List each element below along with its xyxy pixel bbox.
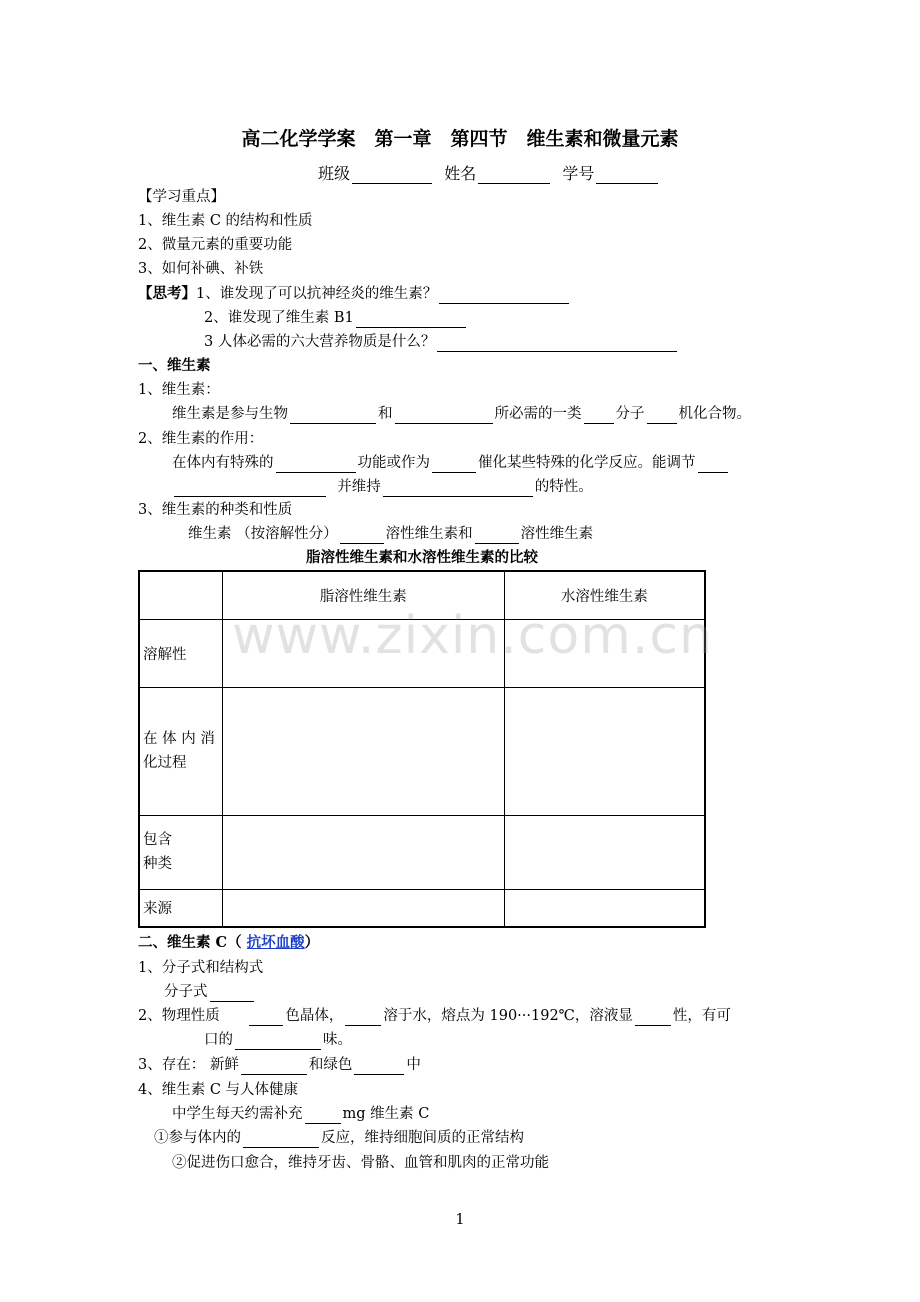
- think-q3-blank[interactable]: [437, 335, 677, 352]
- text-seg: 色晶体，: [285, 1008, 344, 1024]
- row-label-digestion: [139, 687, 222, 815]
- fill-blank[interactable]: [395, 407, 493, 424]
- text-seg: 分子: [615, 406, 645, 422]
- text-seg: 分子式: [164, 984, 208, 1000]
- fill-blank[interactable]: [475, 527, 519, 544]
- page-title: 高二化学学案 第一章 第四节 维生素和微量元素: [241, 128, 679, 150]
- text-seg: 和绿色: [308, 1057, 353, 1073]
- focus-item-2: 2、微量元素的重要功能: [138, 237, 293, 253]
- fill-blank[interactable]: [249, 1009, 283, 1026]
- row-label-types: [139, 815, 222, 889]
- fill-blank[interactable]: [241, 1058, 307, 1075]
- fill-blank[interactable]: [243, 1131, 319, 1148]
- text-seg: 溶性维生素: [520, 526, 594, 542]
- row-label-solubility: 溶解性: [139, 619, 222, 687]
- text-seg: 功能或作为: [357, 455, 430, 471]
- sec1-item2-title: 2、维生素的作用：: [138, 431, 264, 447]
- fill-blank[interactable]: [290, 407, 376, 424]
- ascorbic-acid-link[interactable]: 抗坏血酸: [246, 934, 305, 951]
- text-seg: 性，有可: [672, 1008, 731, 1024]
- text-seg: 的特性。: [534, 479, 593, 495]
- fill-blank[interactable]: [647, 407, 677, 424]
- focus-item-3: 3、如何补碘、补铁: [138, 261, 264, 277]
- heading-text: ）: [304, 934, 320, 951]
- fill-blank[interactable]: [305, 1107, 341, 1124]
- table-caption: 脂溶性维生素和水溶性维生素的比较: [306, 549, 538, 566]
- text-seg: 和: [378, 406, 393, 422]
- fill-blank[interactable]: [276, 456, 356, 473]
- text-seg: 反应，维持细胞间质的正常结构: [321, 1130, 524, 1146]
- text-seg: 维生素 （按溶解性分）: [188, 526, 338, 542]
- sec2-item2: [138, 1006, 731, 1026]
- header-cell-fat-soluble: 脂溶性维生素: [222, 571, 504, 619]
- text-seg: 机化合物。: [678, 406, 751, 422]
- think-q1: [138, 284, 571, 304]
- text-seg: 并维持: [337, 479, 381, 495]
- text-seg: 中: [406, 1057, 421, 1073]
- fill-blank[interactable]: [174, 480, 326, 497]
- table-row: [139, 815, 705, 889]
- text-seg: 味。: [323, 1032, 352, 1048]
- answer-cell[interactable]: [222, 815, 504, 889]
- student-info-line: [318, 161, 660, 184]
- sec2-item1-sub: [164, 982, 256, 1002]
- table-row: [139, 687, 705, 815]
- sec2-item3: [138, 1055, 421, 1075]
- think-q2: [204, 308, 468, 328]
- sec2-item2-line2: [204, 1030, 352, 1050]
- text-seg: 所必需的一类: [494, 406, 582, 422]
- think-q3-text: 3 人体必需的六大营养物质是什么？: [204, 334, 436, 350]
- fill-blank[interactable]: [635, 1009, 671, 1026]
- fill-blank[interactable]: [584, 407, 614, 424]
- text-seg: 溶性维生素和: [385, 526, 473, 542]
- focus-header: 【学习重点】: [138, 189, 225, 205]
- fill-blank[interactable]: [235, 1033, 321, 1050]
- header-cell-empty: [139, 571, 222, 619]
- think-q1-blank[interactable]: [439, 287, 569, 304]
- text-seg: 在体内有特殊的: [172, 455, 274, 471]
- answer-cell[interactable]: [222, 687, 504, 815]
- text-seg: 2、物理性质: [138, 1008, 220, 1024]
- sec2-item4: 4、维生素 C 与人体健康: [138, 1082, 299, 1098]
- text-seg: 溶于水，熔点为 190···192℃，溶液显: [383, 1008, 633, 1024]
- think-q1-text: 1、谁发现了可以抗神经炎的维生素？: [196, 286, 438, 302]
- sec1-item3-line: [188, 524, 593, 544]
- row-label-line: 种类: [143, 856, 172, 872]
- think-q2-blank[interactable]: [356, 311, 466, 328]
- page-number: 1: [455, 1212, 465, 1228]
- heading-text: 二、维生素 C（: [138, 934, 242, 951]
- think-q3: [204, 332, 679, 352]
- name-blank[interactable]: [478, 167, 550, 184]
- sec2-point-1: [154, 1128, 524, 1148]
- fill-blank[interactable]: [340, 527, 384, 544]
- table-row: [139, 889, 705, 927]
- fill-blank[interactable]: [698, 456, 728, 473]
- text-seg: 3、存在： 新鲜: [138, 1057, 239, 1073]
- think-prefix: 【思考】: [138, 285, 196, 302]
- text-seg: 口的: [204, 1032, 233, 1048]
- text-seg: 维生素是参与生物: [172, 406, 288, 422]
- number-blank[interactable]: [596, 167, 658, 184]
- sec1-item2-line1: [172, 453, 730, 473]
- fill-blank[interactable]: [345, 1009, 381, 1026]
- row-label-source: 来源: [139, 889, 222, 927]
- row-label-line: 在 体 内 消: [143, 731, 215, 747]
- sec1-item3-title: 3、维生素的种类和性质: [138, 502, 293, 518]
- sec2-item4-sub: [172, 1104, 429, 1124]
- text-seg: mg 维生素 C: [342, 1106, 430, 1122]
- answer-cell[interactable]: [504, 687, 705, 815]
- class-label: 班级: [318, 164, 351, 183]
- number-label: 学号: [562, 164, 595, 183]
- section-2-heading: [138, 933, 319, 953]
- text-seg: 中学生每天约需补充: [172, 1106, 303, 1122]
- text-seg: 催化某些特殊的化学反应。能调节: [478, 455, 696, 471]
- answer-cell[interactable]: [504, 889, 705, 927]
- watermark: www.zixin.com.cn: [232, 606, 713, 666]
- sec2-item1: 1、分子式和结构式: [138, 960, 264, 976]
- name-label: 姓名: [444, 164, 477, 183]
- fill-blank[interactable]: [383, 480, 533, 497]
- sec1-item2-line2: [172, 477, 593, 497]
- header-cell-water-soluble: 水溶性维生素: [504, 571, 705, 619]
- focus-item-1: 1、维生素 C 的结构和性质: [138, 213, 313, 229]
- fill-blank[interactable]: [432, 456, 476, 473]
- answer-cell[interactable]: [222, 889, 504, 927]
- row-label-line: 化过程: [143, 755, 187, 771]
- answer-cell[interactable]: [504, 815, 705, 889]
- section-1-heading: 一、维生素: [138, 357, 211, 374]
- text-seg: ①参与体内的: [154, 1130, 241, 1146]
- class-blank[interactable]: [352, 167, 432, 184]
- sec2-point-2: ②促进伤口愈合，维持牙齿、骨骼、血管和肌肉的正常功能: [172, 1155, 549, 1171]
- think-q2-text: 2、谁发现了维生素 B1: [204, 310, 354, 326]
- fill-blank[interactable]: [210, 985, 254, 1002]
- fill-blank[interactable]: [354, 1058, 404, 1075]
- row-label-line: 包含: [143, 832, 172, 848]
- sec1-item1-line: [172, 404, 751, 424]
- sec1-item1-title: 1、维生素：: [138, 382, 220, 398]
